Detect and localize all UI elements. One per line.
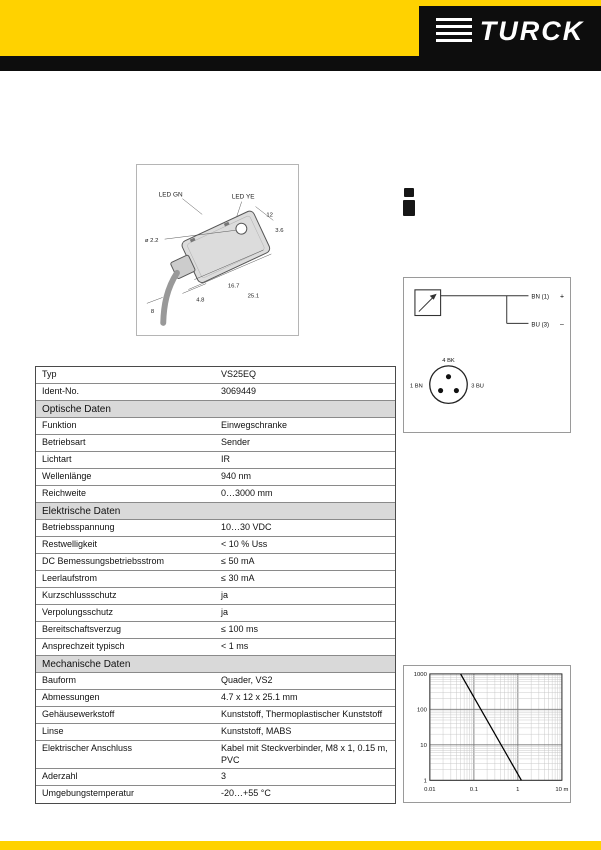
table-section-row bbox=[36, 503, 395, 520]
table-row bbox=[36, 452, 395, 469]
range-chart bbox=[403, 665, 571, 803]
section-title: Mechanische Daten bbox=[42, 658, 131, 670]
spec-label: Betriebsart bbox=[42, 437, 86, 447]
spec-value: ≤ 30 mA bbox=[221, 573, 255, 583]
table-row bbox=[36, 418, 395, 435]
spec-value: ≤ 100 ms bbox=[221, 624, 258, 634]
spec-value: ≤ 50 mA bbox=[221, 556, 255, 566]
spec-label: Leerlaufstrom bbox=[42, 573, 98, 583]
cable bbox=[147, 273, 194, 323]
spec-value: Kunststoff, MABS bbox=[221, 726, 292, 736]
spec-value: 0…3000 mm bbox=[221, 488, 273, 498]
led-green-label: LED GN bbox=[158, 191, 183, 199]
spec-label: Ansprechzeit typisch bbox=[42, 641, 125, 651]
wiring-svg bbox=[404, 278, 570, 432]
table-row bbox=[36, 537, 395, 554]
spec-label: Ident-No. bbox=[42, 386, 80, 396]
sensor-body bbox=[137, 210, 280, 323]
dim-lens-label: 16.7 bbox=[227, 283, 240, 290]
y-tick-label: 10 bbox=[420, 742, 427, 749]
spec-label: Reichweite bbox=[42, 488, 87, 498]
spec-label: Umgebungstemperatur bbox=[42, 788, 135, 799]
spec-label: Lichtart bbox=[42, 454, 72, 464]
table-row bbox=[36, 707, 395, 724]
table-row bbox=[36, 571, 395, 588]
wiring-diagram bbox=[403, 277, 571, 433]
spec-value: < 10 % Uss bbox=[221, 539, 268, 549]
table-row bbox=[36, 469, 395, 486]
section-title: Optische Daten bbox=[42, 403, 111, 415]
sensor-drawing-svg bbox=[137, 165, 298, 335]
spec-value: ja bbox=[221, 590, 229, 600]
spec-value: ja bbox=[221, 607, 229, 617]
spec-value: 4.7 x 12 x 25.1 mm bbox=[221, 692, 298, 702]
spec-value: IR bbox=[221, 454, 230, 464]
led-yellow-label: LED YE bbox=[231, 193, 255, 201]
dimensional-drawing bbox=[136, 164, 299, 336]
x-tick-label: 0.1 bbox=[469, 787, 479, 794]
spec-label: Bereitschaftsverzug bbox=[42, 624, 122, 634]
plot-frame bbox=[430, 674, 562, 780]
spec-value: Quader, VS2 bbox=[221, 675, 273, 685]
table-row bbox=[36, 622, 395, 639]
wire-bu-polarity: – bbox=[560, 321, 564, 329]
dim-cable-label: 8 bbox=[150, 309, 155, 316]
wire-bu-label: BU (3) bbox=[531, 321, 550, 329]
y-tick-label: 100 bbox=[417, 707, 427, 714]
dim-tab-label: 4.8 bbox=[196, 297, 205, 304]
table-row bbox=[36, 520, 395, 537]
table-row bbox=[36, 486, 395, 503]
y-tick-label: 1000 bbox=[413, 671, 427, 678]
table-row bbox=[36, 673, 395, 690]
table-row bbox=[36, 639, 395, 656]
spec-value: Kabel mit Steckverbinder, M8 x 1, 0.15 m, PVC bbox=[221, 743, 388, 765]
spec-label: Verpolungsschutz bbox=[42, 607, 114, 617]
spec-value: Kunststoff, Thermoplastischer Kunststoff bbox=[221, 709, 383, 719]
table-row bbox=[36, 367, 395, 384]
spec-label: Funktion bbox=[42, 420, 77, 430]
dim-line bbox=[147, 297, 163, 303]
spec-label: Wellenlänge bbox=[42, 471, 92, 481]
table-row bbox=[36, 724, 395, 741]
spec-value: 3069449 bbox=[221, 386, 257, 396]
dim-width-label: 12 bbox=[266, 212, 273, 219]
spec-label: Elektrischer Anschluss bbox=[42, 743, 133, 753]
chart-grid bbox=[430, 674, 562, 780]
range-chart-svg bbox=[404, 666, 570, 802]
spec-value: 3 bbox=[221, 771, 227, 782]
spec-label: Linse bbox=[42, 726, 64, 736]
spec-label: DC Bemessungsbetriebsstrom bbox=[42, 556, 165, 566]
connector-face bbox=[430, 366, 468, 404]
x-tick-label: 10 m bbox=[555, 787, 569, 794]
wire-bn-polarity: + bbox=[560, 293, 565, 301]
wire-bn-label: BN (1) bbox=[531, 293, 550, 301]
header-divider bbox=[0, 56, 601, 71]
spec-value: Sender bbox=[221, 437, 251, 447]
spec-value: Einwegschranke bbox=[221, 420, 288, 430]
spec-label: Bauform bbox=[42, 675, 77, 685]
pin-4-bk-label: 4 BK bbox=[442, 357, 455, 364]
table-row bbox=[36, 769, 395, 786]
y-tick-label: 1 bbox=[423, 778, 427, 785]
table-row bbox=[36, 741, 395, 769]
spec-value: 940 nm bbox=[221, 471, 252, 481]
pin-1-bn-label: 1 BN bbox=[410, 383, 423, 390]
table-row bbox=[36, 384, 395, 401]
table-row bbox=[36, 605, 395, 622]
spec-label: Betriebsspannung bbox=[42, 522, 115, 532]
table-row bbox=[36, 690, 395, 707]
pin-4-dot bbox=[446, 374, 451, 379]
spec-label: Aderzahl bbox=[42, 771, 78, 782]
x-tick-label: 0.01 bbox=[424, 787, 436, 794]
spec-label: Kurzschlussschutz bbox=[42, 590, 117, 600]
x-tick-label: 1 bbox=[516, 787, 520, 794]
brand-name: TURCK bbox=[479, 15, 585, 46]
product-photo-small bbox=[404, 188, 414, 197]
table-section-row bbox=[36, 656, 395, 673]
logo-stripes-icon bbox=[436, 18, 472, 44]
table-row bbox=[36, 786, 395, 803]
spec-table bbox=[35, 366, 396, 804]
spec-label: Typ bbox=[42, 369, 57, 379]
leader-line bbox=[182, 199, 202, 215]
spec-value: VS25EQ bbox=[221, 369, 257, 379]
dim-thickness-label: 3.6 bbox=[275, 228, 284, 235]
dim-hole-label: ø 2.2 bbox=[144, 238, 159, 245]
spec-label: Restwelligkeit bbox=[42, 539, 98, 549]
spec-value: -20…+55 °C bbox=[221, 788, 271, 799]
footer-bar bbox=[0, 841, 601, 850]
spec-value: < 1 ms bbox=[221, 641, 249, 651]
spec-value: 10…30 VDC bbox=[221, 522, 272, 532]
spec-label: Abmessungen bbox=[42, 692, 100, 702]
product-photo-large bbox=[403, 200, 415, 216]
pin-3-dot bbox=[454, 388, 459, 393]
table-row bbox=[36, 435, 395, 452]
turck-logo bbox=[419, 6, 601, 56]
pin-1-dot bbox=[438, 388, 443, 393]
pin-3-bu-label: 3 BU bbox=[471, 383, 484, 390]
table-section-row bbox=[36, 401, 395, 418]
section-title: Elektrische Daten bbox=[42, 505, 121, 517]
dim-length-label: 25.1 bbox=[247, 293, 260, 300]
table-row bbox=[36, 588, 395, 605]
spec-label: Gehäusewerkstoff bbox=[42, 709, 115, 719]
table-row bbox=[36, 554, 395, 571]
dim-line bbox=[182, 284, 206, 294]
